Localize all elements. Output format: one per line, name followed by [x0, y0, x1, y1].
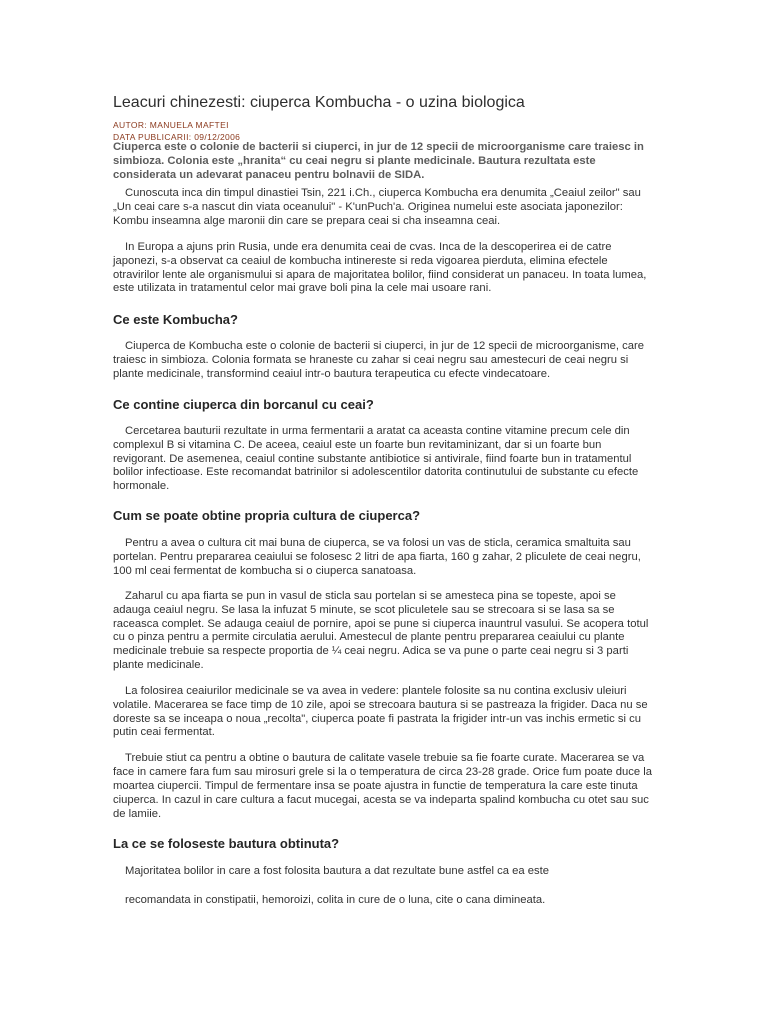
paragraph-line: raceasca complet. Se adauga ceaiul de pornire, apoi se pune si ciuperca inauntrul vasului. Se acopera totul — [113, 617, 649, 630]
section-paragraph — [113, 340, 644, 381]
paragraph-line: putin ceai fermentat. — [113, 726, 215, 739]
paragraph-line: bolilor infectioase. Este recomandat batrinilor si adolescentilor datorita continutului de substante cu efecte — [113, 466, 639, 479]
section-paragraph — [113, 425, 638, 494]
paragraph-line: doreste sa se inceapa o noua „recolta", ciuperca poate fi pastrata la frigider intr-un vas inchis ermetic si cu — [113, 712, 642, 725]
article-title: Leacuri chinezesti: ciuperca Kombucha - o uzina biologica — [113, 94, 525, 111]
paragraph-line: revigorant. De asemenea, ceaiul contine substante antibiotice si antivirale, fiind foarte bun in tratamentul — [113, 452, 632, 465]
paragraph-line: traiesc in simbioza. Colonia formata se hraneste cu zahar si ceai negru sau amestecuri de ceai negru si — [113, 353, 629, 366]
paragraph-line: Trebuie stiut ca pentru a obtine o bautura de calitate vasele trebuie sa fie foarte curate. Macerarea se va — [125, 752, 645, 764]
paragraph-line: japonezi, s-a observat ca ceaiul de kombucha intinereste si reda vigoarea pierduta, elimina efectele — [113, 254, 608, 267]
paragraph-line: medicinale trebuie sa respecte proportia de ¼ ceai negru. Adica se va pune o parte ceai negru si 3 parti — [113, 645, 629, 657]
lead-paragraph — [113, 141, 644, 182]
section-heading-ce-este-kombucha: Ce este Kombucha? — [113, 312, 238, 327]
author-line: AUTOR: MANUELA MAFTEI — [113, 120, 229, 130]
paragraph-line: simbioza. Colonia este „hranita“ cu ceai negru si plante medicinale. Bautura rezultata este — [113, 154, 596, 167]
paragraph-line: recomandata in constipatii, hemoroizi, colita in cure de o luna, cite o cana dimineata. — [125, 894, 546, 906]
paragraph-line: Cercetarea bauturii rezultate in urma fermentarii a aratat ca aceasta contine vitamine precum cele din — [125, 425, 630, 437]
section-paragraph — [113, 894, 545, 908]
section-paragraph — [113, 751, 652, 821]
paragraph-line: Ciuperca de Kombucha este o colonie de bacterii si ciuperci, in jur de 12 specii de microorganisme, care — [125, 340, 645, 352]
paragraph-line: portelan. Pentru prepararea ceaiului se folosesc 2 litri de apa fiarta, 160 g zahar, 2 pliculete de ceai negru, — [113, 550, 641, 563]
paragraph-line: ciuperca. In cazul in care cultura a facut mucegai, acesta se va indeparta spalind kombucha cu otet sau suc — [113, 794, 649, 807]
paragraph-line: volatile. Macerarea se face timp de 10 zile, apoi se strecoara bautura si se pastreaza la frigider. Daca nu se — [113, 698, 648, 711]
paragraph-line: Zaharul cu apa fiarta se pun in vasul de sticla sau portelan si se amesteca pina se topeste, apoi se — [125, 590, 616, 602]
section-heading-cum-se-poate-obtine: Cum se poate obtine propria cultura de ciuperca? — [113, 508, 421, 523]
section-paragraph — [113, 865, 549, 879]
paragraph-line: plante medicinale, transformind ceaiul intr-o bautura terapeutica cu efecte vindecatoare. — [113, 367, 551, 380]
section-paragraph — [113, 685, 648, 740]
paragraph-line: otravirilor lente ale organismului si apara de majoritatea bolilor, fiind considerat un panaceu. In toata lumea, — [113, 268, 647, 281]
paragraph-line: plante medicinale. — [113, 658, 204, 671]
paragraph-line: complexul B si vitamina C. De aceea, ceaiul este un foarte bun revitaminizant, dar si un foarte bun — [113, 438, 602, 451]
paragraph-line: Pentru a avea o cultura cit mai buna de ciuperca, se va folosi un vas de sticla, ceramica smaltuita sau — [125, 537, 631, 549]
paragraph-line: este utilizata in tratamentul celor mai grave boli pina la cele mai usoare rani. — [113, 282, 492, 295]
section-paragraph — [113, 590, 648, 673]
intro-paragraph — [113, 187, 641, 228]
article-meta — [113, 119, 240, 143]
paragraph-line: de lamiie. — [113, 808, 162, 821]
paragraph-line: hormonale. — [113, 480, 170, 492]
paragraph-line: La folosirea ceaiurilor medicinale se va avea in vedere: plantele folosite sa nu contina exclusiv uleiuri — [125, 685, 627, 697]
paragraph-line: Kombu inseamna alge maronii din care se prepara ceai si cha inseamna ceai. — [113, 214, 501, 227]
paragraph-line: Cunoscuta inca din timpul dinastiei Tsin, 221 i.Ch., ciuperca Kombucha era denumita „Ceaiul zeilor" sau — [125, 187, 641, 199]
paragraph-line: Majoritatea bolilor in care a fost folosita bautura a dat rezultate bune astfel ca ea este — [125, 865, 550, 877]
section-heading-ce-contine: Ce contine ciuperca din borcanul cu ceai? — [113, 397, 374, 412]
paragraph-line: adauga ceaiul negru. Se lasa la infuzat 5 minute, se scot pliculetele sau se strecoara si se lasa sa se — [113, 603, 615, 616]
paragraph-line: considerata un adevarat panaceu pentru bolnavii de SIDA. — [113, 168, 425, 181]
section-paragraph — [113, 537, 641, 578]
paragraph-line: Ciuperca este o colonie de bacterii si ciuperci, in jur de 12 specii de microorganisme care traiesc in — [113, 141, 644, 153]
paragraph-line: 100 ml ceai fermentat de kombucha si o ciuperca sanatoasa. — [113, 564, 417, 577]
intro-paragraph — [113, 241, 646, 296]
paragraph-line: moartea ciupercii. Timpul de fermentare insa se poate ajustra in functie de temperatura la care este tinuta — [113, 780, 638, 793]
paragraph-line: cu o pinza pentru a permite circulatia aerului. Amestecul de plante pentru prepararea ceaiului cu plante — [113, 631, 625, 644]
publication-date: DATA PUBLICARII: 09/12/2006 — [113, 132, 241, 142]
paragraph-line: In Europa a ajuns prin Rusia, unde era denumita ceai de cvas. Inca de la descoperirea ei de catre — [125, 241, 612, 253]
section-heading-la-ce-se-foloseste: La ce se foloseste bautura obtinuta? — [113, 836, 340, 851]
paragraph-line: face in camere fara fum sau mirosuri grele si la o temperatura de circa 23-28 grade. Orice fum poate duce la — [113, 766, 653, 779]
paragraph-line: „Un ceai care s-a nascut din viata oceanului" - K'unPuch'a. Originea numelui este asociata japonezilor: — [113, 200, 623, 213]
